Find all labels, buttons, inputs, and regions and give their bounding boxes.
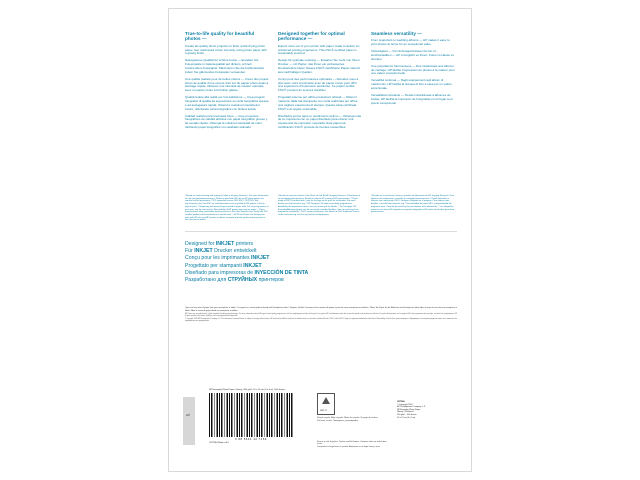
feature-text-fr-3: Une polyvalence harmonieuse — Des instantanés aux albums de mariage, HP facilite l'impression de photos à la maison pour une valeur exceptionnelle. (371, 63, 455, 76)
bottom-area (169, 369, 472, 472)
feature-heading-2: Designed together for optimal performance — (278, 31, 345, 42)
feature-text-it-2: Progettati insieme per offrire prestazioni ottimali — Ottieni il massimo dalla tua stampante con carta realizzata per offrire una migliore esperienza di stampa. Questa carta certificata FSC® è di origine sostenibile. (278, 95, 358, 111)
right-legal-line-5: 200 g/m² · 100 sheets (397, 413, 417, 416)
inkjet-line-es (185, 270, 385, 277)
inkjet-line-fr-pre: Conçu pour les imprimantes (185, 255, 252, 262)
inkjet-line-it-pre: Progettato per stampanti (185, 262, 244, 269)
inkjet-line-en (185, 241, 385, 248)
inkjet-line-en-pre: Designed for (185, 241, 216, 247)
barcode-sub-text: CR759A | Made in EU (209, 442, 229, 444)
feature-text-de-3: Vielseitigkeit — Von Schnappschüssen bis hin zu Hochzeitsalben — HP ermöglicht es Ihnen, Fotos zu Hause zu drucken. (371, 49, 454, 61)
feature-heading-3: Seamless versatility — (371, 31, 422, 36)
right-legal-line-1: © Copyright 2019 (397, 403, 413, 406)
feature-columns (185, 31, 457, 133)
inkjet-line-fr (185, 255, 385, 262)
footnote-column-2: ¹ Based on test-print volume of the Basic ink lab. All HP Imaging Research. Read more at hp.com/go/printpermanence. Based on internal HP testing of HP photo papers. ² Paper made at FSC®-certified mills. Look for the logo on the pack for verification. For more details see http://www.fsc.org. ³ HP Designjet / Deskjet recyclability programmes. Availability of programmes varies; see hp.com/recycle for details. ⁴ Per Designjet. HP Everyday/Advanced paper can be recycled in standard facilities. See hp.com/recycle for programme availability. ⁵ FSC® paper certification. For details on FSC trademark licence codes and sourcing, visit fsc.org and hp.com/go/papers. (278, 195, 360, 216)
recycle-code-label: PAP 21 (320, 410, 328, 412)
mid-legal-block (317, 441, 387, 448)
legal-block (185, 307, 457, 325)
legal-paragraph-1: Open and use ream of paper from your smartphone or tablet.¹ On paper for a visual guide to flawed with Smartphones label.³ Register. Veuillez l'ouverture d'une ramette de papier à partir de votre smartphone ou tablette.¹ Öffnen Sie Papier für die Bildschirm mit Smartphones label.³ Apra la risma di carta dal suo smartphone o tablet.¹ Abra la resma de papel desde su smartphone o tableta.¹ (185, 307, 457, 312)
inkjet-line-en-post: printers (234, 241, 254, 247)
barcode-block (209, 389, 293, 444)
product-packaging-page (168, 8, 472, 472)
barcode-top-text: HP Everyday Photo Paper, Glossy, 200 g/m², 10 x 15 cm (4 x 6 in), 100 sheets (209, 389, 285, 391)
feature-text-es-2: Diseñados juntos para un rendimiento óptimo — Obtenga más de su impresora con un papel diseñado para ofrecer una experiencia de impresión mejorada. Este papel con certificación FSC® procede de fuentes sostenibles. (278, 113, 362, 129)
feature-column-1 (185, 31, 269, 133)
feature-text-en-2: Expect more out of your printer with paper made to deliver an enhanced printing experience. This FSC®-certified paper is sustainably sourced. (278, 43, 360, 56)
barcode-number: 0 88 5631 42 7169 (235, 438, 267, 441)
eco-block (317, 393, 381, 422)
feature-text-es-1: Calidad realista para preciosas fotos — Cree proyectos fotográficos de calidad artística con papel fotográfico grueso y de secado rápido. Obtenga la máxima intensidad de color utilizando papel fotográfico con acabado satinado. (185, 113, 268, 129)
legal-paragraph-2: HP Papers are manufactured to a high standard of quality and performance. For more information about HP papers and recycling programmes, visit hp.com/go/papers and hp.com/recycle. Les papiers HP sont fabriqués selon des normes de qualité et de performance élevées. Pour plus d'informations sur les papiers HP et les programmes de recyclage, consultez hp.com/go/papers. HP Papiere werden nach hohen Qualitäts- und Leistungsstandards hergestellt. (185, 313, 457, 317)
right-legal-line-6: 10 x 15 cm (4 x 6 in) (397, 416, 416, 419)
section-divider (185, 231, 457, 232)
product-code: CR759A (397, 401, 405, 403)
feature-text-en-1: Create art-quality photo projects on thick, quick-drying photo paper. Get maximised colour intensity, using photo paper with a glossy finish. (185, 43, 267, 56)
inkjet-line-ru-em: СТРУЙНЫХ (227, 277, 258, 284)
inkjet-line-es-em: INYECCIÓN DE TINTA (254, 269, 309, 276)
inkjet-line-ru (185, 277, 385, 284)
feature-text-it-1: Qualità fedele alla realtà per foto bellissime — Crea progetti fotografici di qualità da esposizione su carta fotografica spessa e ad asciugatura rapida. Ottieni la massima intensità del colore, utilizzando carta fotografica con finitura lucida. (185, 95, 269, 111)
feature-column-2 (278, 31, 362, 133)
eco-text: Please recycle. Bitte recyceln. Merci de recycler. Si prega di riciclare. Por favor, recicle. Пожалуйста, утилизируйте. (317, 417, 379, 422)
inkjet-line-fr-em: INKJET (251, 255, 270, 262)
feature-text-fr-1: Une qualité réaliste pour de belles photos — Créez des projets photo de qualité d'une oeuvre d'art sur du papier photo épais à séchage rapide. Obtenez une intensité de couleur optimale, avec un papier photo à la finition glacée. (185, 76, 269, 93)
mid-legal-line-2: Conservare in luogo fresco e asciutto. Almacenar en un lugar fresco y seco. (317, 445, 381, 448)
right-legal-line-3: HP Everyday Photo Paper (397, 408, 421, 411)
inkjet-line-de (185, 248, 385, 255)
side-tab (183, 397, 195, 445)
side-tab-label: HP (186, 413, 191, 417)
feature-text-it-3: Versatilità continua — Dagli scappamenti agli album di matrimonio, HP facilita la stampa di foto a casa per un valore eccezionale. (371, 78, 452, 90)
right-legal-line-4: Glossy / Glänzend (397, 411, 414, 414)
feature-text-fr-2: Conçu pour des performances optimales — Attendez-vous à plus avec votre imprimante avec du papier conçu pour offrir une expérience d'impression améliorée. Ce papier certifié FSC® provient de sources durables. (278, 76, 359, 93)
inkjet-line-ru-pre: Разработано для (185, 277, 228, 284)
inkjet-line-de-em: INKJET (194, 248, 213, 255)
footnote-column-3: ¹ Basado en la evaluación interna y pruebas de laboratorio de HP Imaging Research. Para obtener más información, consulte hp.com/go/printpermanence. ² Papel fabricado en fábricas con certificación FSC®. Busque el logotipo en el paquete. Para obtener más detalles, consulte http://www.fsc.org. ³ Reciclabilidad del papel HP. La disponibilidad del programa varía. Consulte hp.com/recycle para obtener más información. ⁴ Las fotografías impresas con tintas HP originales en papeles fotográficos HP están clasificadas para durar generaciones. (371, 195, 455, 214)
feature-text-es-3: Versatilidad constante — Desde instantáneas a álbumes de bodas, HP facilita la impresión de fotografías en el hogar a un precio excepcional. (371, 92, 453, 105)
feature-heading-1: True-to-life quality for beautiful photos — (185, 31, 255, 42)
right-legal-line-2: HP Development Company, L.P. (397, 406, 426, 409)
recycle-icon (317, 393, 335, 415)
inkjet-line-it-em: INKJET (243, 262, 262, 269)
legal-paragraph-3: © Copyright 2019 HP Development Company, L.P. The information contained herein is subject to change without notice. HP shall not be liable for technical or editorial errors or omissions contained herein. FSC® and the FSC® logo are registered trademarks of the Forest Stewardship Council. Все права защищены. Информация в настоящем документе может быть изменена без предварительного уведомления. (185, 319, 457, 323)
inkjet-line-de-pre: Für (185, 248, 195, 255)
feature-text-en-3: From snapshots to wedding albums — HP makes it easy to print photos at home for an exceptional value. (371, 38, 450, 47)
inkjet-line-it (185, 263, 385, 270)
inkjet-line-ru-post: принтеров (257, 277, 284, 284)
inkjet-line-de-post: Drucker entwickelt (212, 248, 257, 255)
feature-text-de-2: Design für optimale Leistung — Erwarten Sie mehr von Ihrem Drucker — mit Papier, das Ihnen ein verbessertes Druckerlebnis bietet. Dieses FSC®-zertifizierte Papier stammt aus nachhaltigen Quellen. (278, 58, 361, 74)
right-legal-block (397, 401, 455, 419)
recycle-triangle-shape (322, 397, 330, 404)
footnote-column-1: ¹ Based on internal testing and testing by Infinitus Imaging Research. For more information, see hp.com/go/printpermanence. Photos printed with HP inks on HP photo papers are rated to last for generations. ² ICP trademark license 2016 FSC® C017543. See http://www.fsc.org. Visit FSC for certified product and recyclable in HP papers. Look for logo on pack. ³ Supporting and internal layers tested at paper mills. For recycling options in your area, see hp.com/recycle. Recyclability of HP papers may vary by region. ⁴ Paper manufactured using sustainable forestry practices. See http://www.fsc.org. Verify with FSC certified products and manufacturer's specification. ⁵ HP Photo Papers are designed to work with HP inks and HP printers to deliver exceptional photo quality and permanence. See hp.com for details. (185, 195, 269, 222)
inkjet-statement-block (185, 241, 385, 284)
barcode-icon (209, 393, 293, 437)
inkjet-line-en-em: INKJET (215, 241, 235, 247)
footnotes-row (185, 195, 457, 222)
inkjet-line-es-pre: Diseñado para impresoras de (185, 269, 255, 276)
feature-text-de-1: Naturgetreue Qualität für schöne Fotos — Erstellen Sie Fotoprojekte in Galeriequalität auf dickem, schnell trocknendem Fotopapier. Maximieren Sie die Farbintensität, indem Sie glänzendes Fotopapier verwenden. (185, 58, 265, 74)
feature-column-3 (371, 31, 455, 133)
mid-legal-line-1: Store in a cool, dry place. Trocken und kühl lagern. Conserver dans un endroit frais et sec. (317, 441, 387, 446)
